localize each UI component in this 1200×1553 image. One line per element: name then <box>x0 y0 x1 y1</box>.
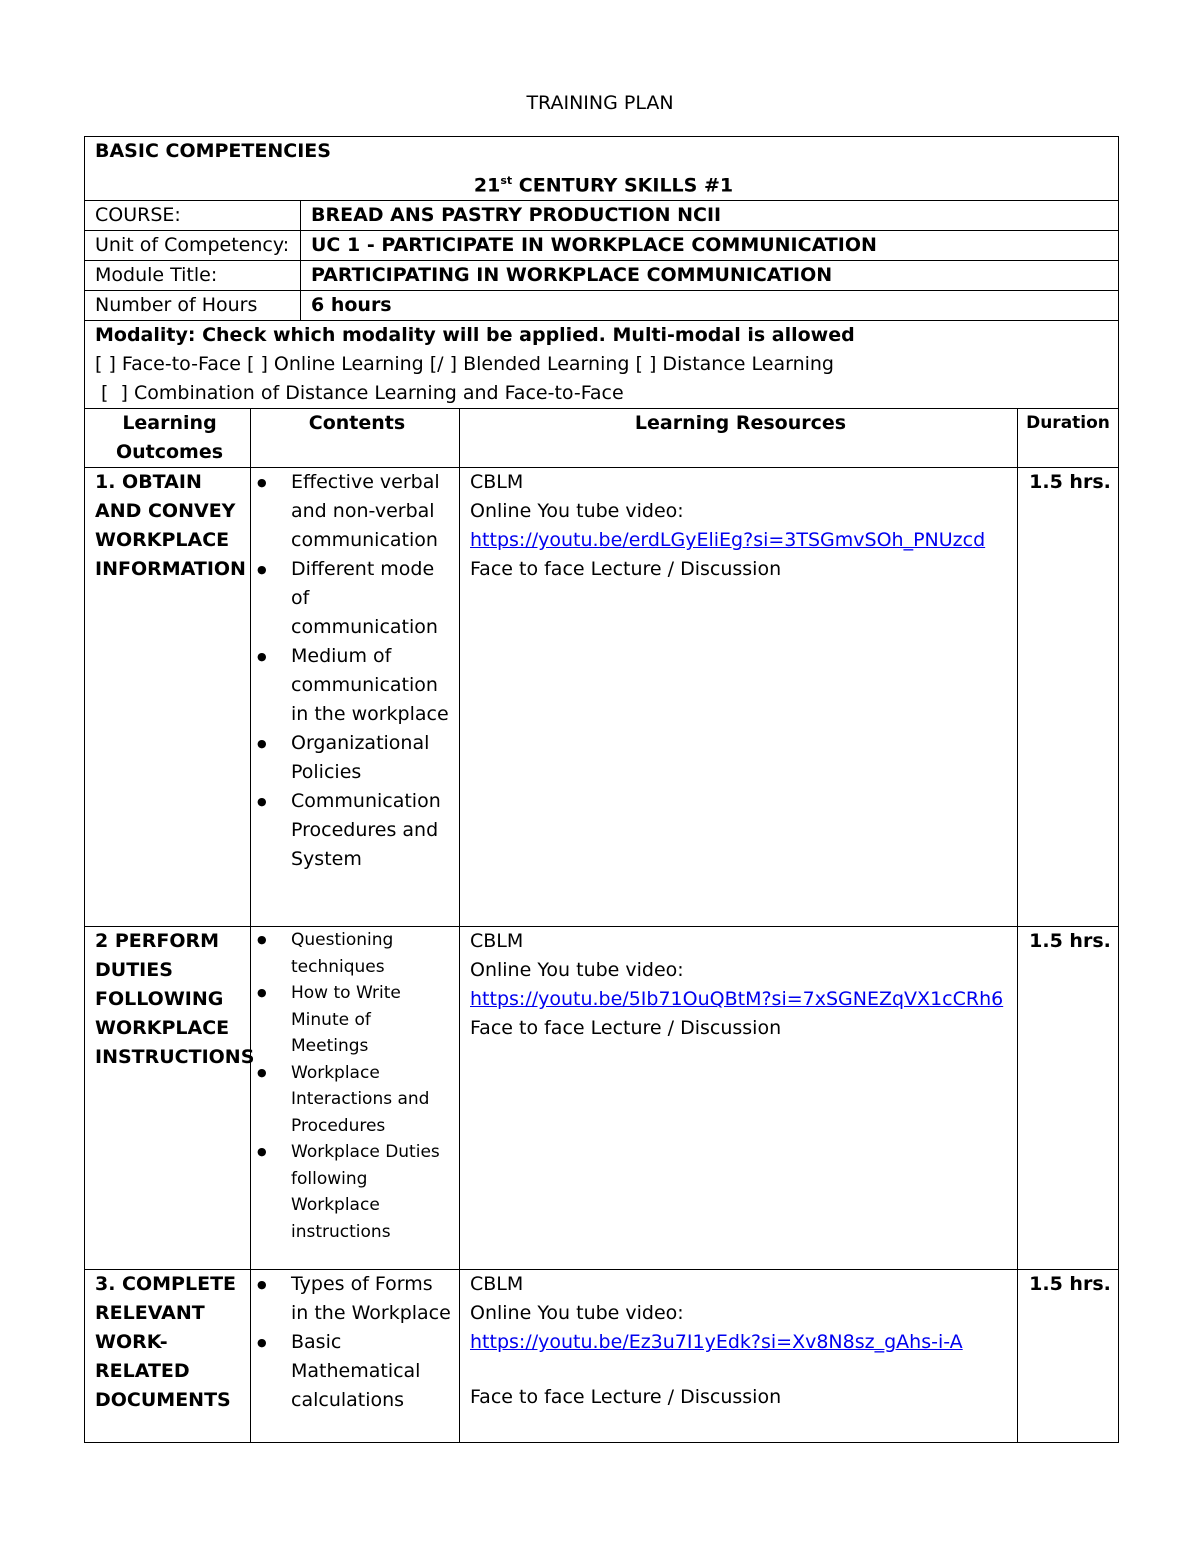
training-plan-table <box>84 136 1119 1443</box>
modality-heading: Modality: Check which modality will be applied. Multi-modal is allowed <box>95 324 855 347</box>
list-item: ● Questioning techniques <box>255 927 453 980</box>
col-header-contents: Contents <box>251 409 460 468</box>
video-link[interactable]: https://youtu.be/5Ib71OuQBtM?si=7xSGNEZqVX1cCRh6 <box>470 988 1004 1011</box>
col-header-outcomes: Learning Outcomes <box>85 409 251 468</box>
modality-options-line2: [ ] Combination of Distance Learning and Face-to-Face <box>95 382 624 405</box>
duration-cell: 1.5 hrs. <box>1018 468 1119 927</box>
table-row <box>85 927 1119 1270</box>
list-item: ● Different mode of communication <box>255 555 453 642</box>
competencies-label: BASIC COMPETENCIES <box>95 140 331 162</box>
course-value: BREAD ANS PASTRY PRODUCTION NCII <box>301 201 1119 231</box>
duration-cell: 1.5 hrs. <box>1018 927 1119 1270</box>
video-link[interactable]: https://youtu.be/Ez3u7I1yEdk?si=Xv8N8sz_gAhs-i-A <box>470 1331 963 1354</box>
hours-row <box>85 291 1119 321</box>
col-header-resources: Learning Resources <box>460 409 1018 468</box>
unit-value: UC 1 - PARTICIPATE IN WORKPLACE COMMUNICATION <box>301 231 1119 261</box>
outcome-cell: 2 PERFORM DUTIES FOLLOWING WORKPLACE INSTRUCTIONS <box>85 927 251 1270</box>
hours-label: Number of Hours <box>85 291 301 321</box>
competencies-cell <box>85 137 1119 201</box>
contents-cell <box>251 927 460 1270</box>
module-label: Module Title: <box>85 261 301 291</box>
resources-cell <box>460 927 1018 1270</box>
century-skills-label: 21st CENTURY SKILLS #1 <box>473 174 734 197</box>
list-item: ● Medium of communication in the workplace <box>255 642 453 729</box>
col-header-duration: Duration <box>1018 409 1119 468</box>
modality-cell <box>85 321 1119 409</box>
resource-lecture: Face to face Lecture / Discussion <box>470 1386 782 1409</box>
duration-cell: 1.5 hrs. <box>1018 1270 1119 1443</box>
resource-cblm: CBLM <box>470 1273 524 1296</box>
contents-list <box>255 468 453 874</box>
contents-cell <box>251 468 460 927</box>
contents-list <box>255 927 453 1245</box>
module-value: PARTICIPATING IN WORKPLACE COMMUNICATION <box>301 261 1119 291</box>
course-label: COURSE: <box>85 201 301 231</box>
header-row <box>85 137 1119 201</box>
resource-video-label: Online You tube video: <box>470 500 684 523</box>
list-item: ● Effective verbal and non-verbal communication <box>255 468 453 555</box>
list-item: ● Communication Procedures and System <box>255 787 453 874</box>
unit-row <box>85 231 1119 261</box>
resource-lecture: Face to face Lecture / Discussion <box>470 558 782 581</box>
list-item: ● Workplace Duties following Workplace instructions <box>255 1139 453 1245</box>
list-item: ● Basic Mathematical calculations <box>255 1328 453 1415</box>
table-row <box>85 468 1119 927</box>
resource-cblm: CBLM <box>470 930 524 953</box>
blank-line <box>470 1357 1011 1383</box>
list-item: ● How to Write Minute of Meetings <box>255 980 453 1060</box>
list-item: ● Organizational Policies <box>255 729 453 787</box>
resource-lecture: Face to face Lecture / Discussion <box>470 1017 782 1040</box>
contents-list <box>255 1270 453 1415</box>
table-row <box>85 1270 1119 1443</box>
modality-row <box>85 321 1119 409</box>
resources-cell <box>460 1270 1018 1443</box>
video-link[interactable]: https://youtu.be/erdLGyEliEg?si=3TSGmvSOh_PNUzcd <box>470 529 986 552</box>
contents-cell <box>251 1270 460 1443</box>
hours-value: 6 hours <box>301 291 1119 321</box>
column-header-row <box>85 409 1119 468</box>
modality-options-line1: [ ] Face-to-Face [ ] Online Learning [/ ] Blended Learning [ ] Distance Learning <box>95 353 834 376</box>
resource-video-label: Online You tube video: <box>470 1302 684 1325</box>
unit-label: Unit of Competency: <box>85 231 301 261</box>
resource-cblm: CBLM <box>470 471 524 494</box>
module-row <box>85 261 1119 291</box>
outcome-cell: 3. COMPLETE RELEVANT WORK-RELATED DOCUMENTS <box>85 1270 251 1443</box>
course-row <box>85 201 1119 231</box>
resource-video-label: Online You tube video: <box>470 959 684 982</box>
document-title: TRAINING PLAN <box>526 92 674 114</box>
resources-cell <box>460 468 1018 927</box>
list-item: ● Types of Forms in the Workplace <box>255 1270 453 1328</box>
outcome-cell: 1. OBTAIN AND CONVEY WORKPLACE INFORMATION <box>85 468 251 927</box>
list-item: ● Workplace Interactions and Procedures <box>255 1060 453 1140</box>
